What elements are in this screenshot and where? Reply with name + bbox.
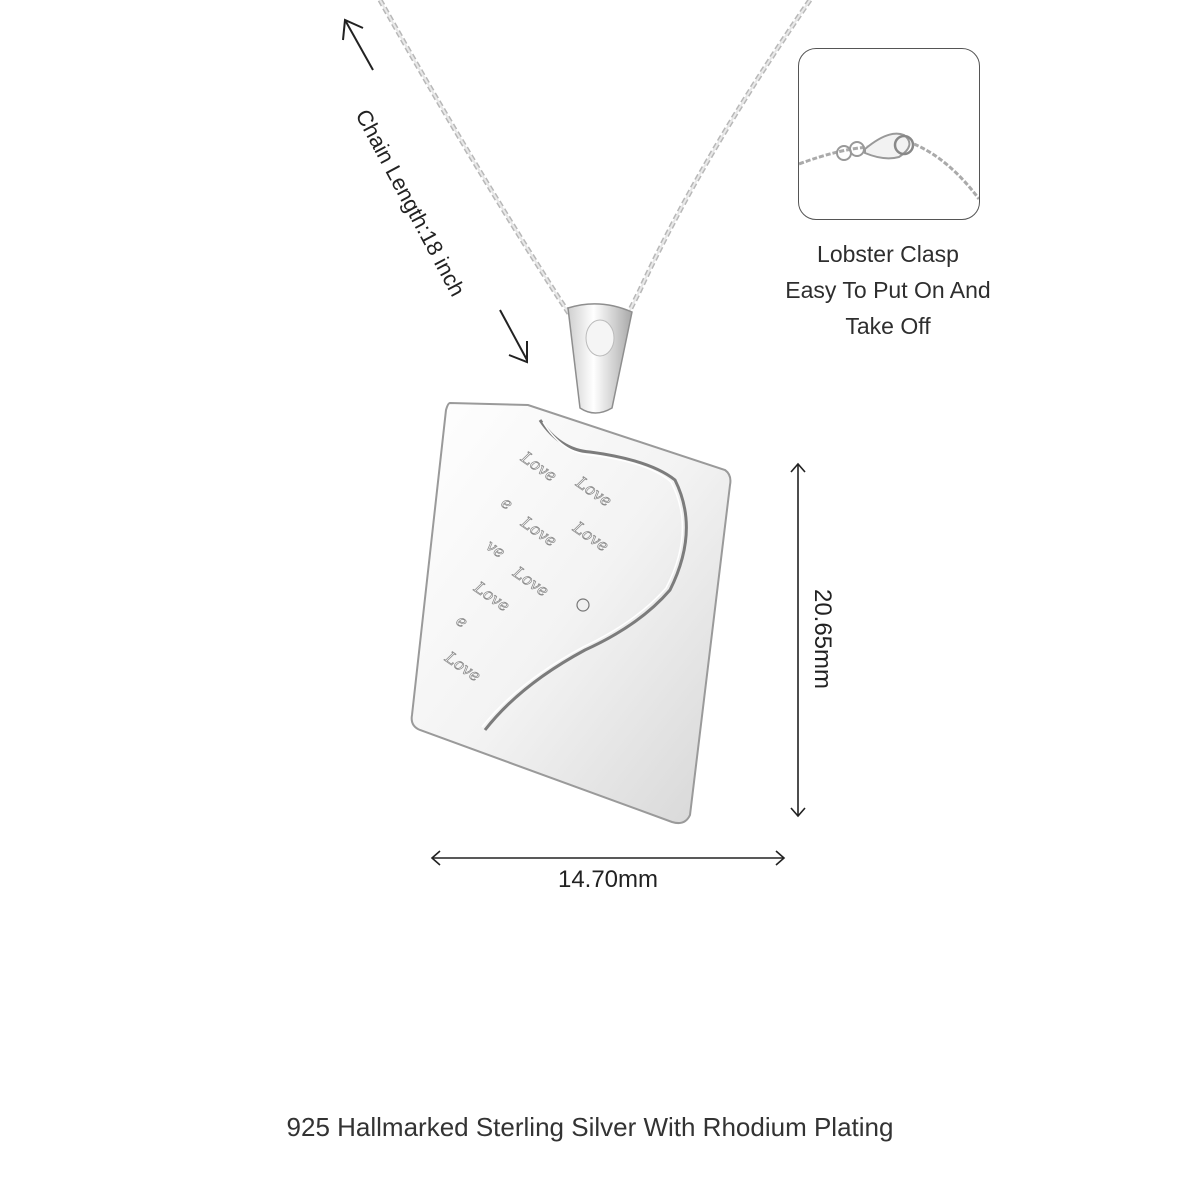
svg-text:e: e xyxy=(497,492,517,514)
svg-text:Love: Love xyxy=(470,577,514,616)
clasp-caption xyxy=(740,236,1036,344)
svg-text:Love: Love xyxy=(509,562,553,601)
clasp-caption-line: Take Off xyxy=(845,313,931,339)
height-dimension-arrow xyxy=(786,462,810,818)
svg-text:e: e xyxy=(452,610,472,632)
clasp-caption-line: Lobster Clasp xyxy=(817,241,959,267)
svg-text:Love: Love xyxy=(441,647,485,686)
clasp-caption-line: Easy To Put On And xyxy=(785,277,991,303)
svg-text:Love: Love xyxy=(517,447,561,486)
svg-text:Love: Love xyxy=(569,517,613,556)
lobster-clasp-icon xyxy=(799,49,979,219)
svg-text:Love: Love xyxy=(572,472,616,511)
width-dimension-arrow xyxy=(430,848,786,868)
material-description: 925 Hallmarked Sterling Silver With Rhodium Plating xyxy=(286,1112,894,1142)
svg-text:Love: Love xyxy=(517,512,561,551)
height-label: 20.65mm xyxy=(809,588,836,690)
chain-length-label: Chain Length:18 inch xyxy=(350,105,471,301)
pendant-image xyxy=(400,290,760,850)
svg-text:ve: ve xyxy=(482,535,509,562)
width-label: 14.70mm xyxy=(557,866,659,893)
clasp-detail-image xyxy=(798,48,980,220)
